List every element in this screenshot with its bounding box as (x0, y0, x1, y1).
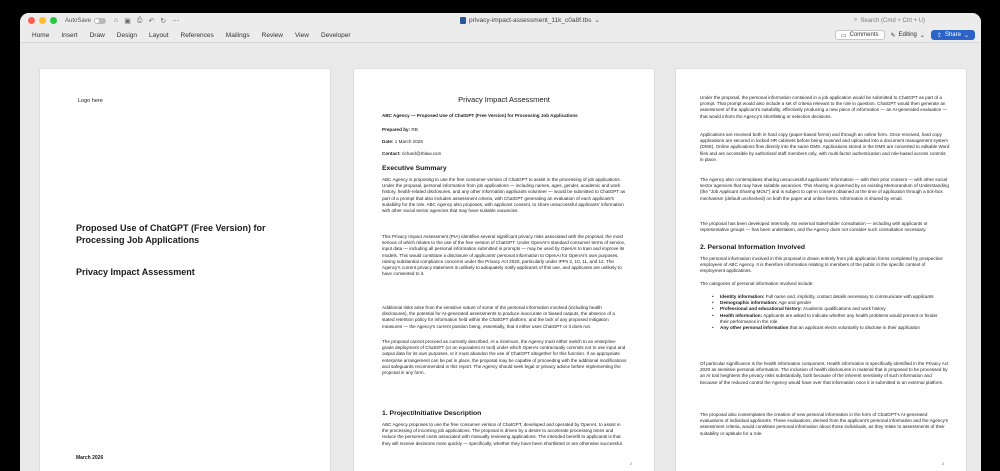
share-button[interactable] (931, 30, 975, 40)
date-line (382, 139, 628, 145)
tab-home[interactable]: Home (32, 31, 50, 39)
comment-icon: ▭ (840, 32, 847, 39)
tab-draw[interactable]: Draw (89, 31, 105, 39)
list-item: • Identity information: Full name and, implicitly, contact details necessary to communicate with applicants (710, 294, 946, 300)
page-2[interactable] (354, 69, 654, 471)
contact-value: richard@rblaw.com (401, 151, 442, 156)
word-window (20, 13, 981, 471)
chevron-down-icon: ⌄ (919, 32, 925, 39)
prepared-by-line (382, 127, 628, 133)
sub-heading: ABC Agency — Proposed Use of ChatGPT (Free Version) for Processing Job Applications (382, 113, 578, 118)
ribbon-actions (835, 30, 975, 40)
autosave-label: AutoSave (65, 17, 92, 24)
list-item: • Professional and educational history: Academic qualifications and work history (710, 306, 946, 312)
document-title-text: privacy-impact-assessment_11k_c0a8f.tbs (469, 16, 592, 24)
paragraph: ABC Agency proposes to use the free consumer version of ChatGPT, developed and operated by OpenAI, to assist in the processing of incoming job applications. The proposal is driven by a desire to accelerate processing times and reduce the personnel costs associated with manually reviewing applications. The intended benefit to applicants is that they will receive decisions more quickly — specifically, whether they have been shortlisted or are otherwise successful. (382, 422, 623, 446)
title-bar (20, 13, 981, 28)
ribbon-tabs (26, 32, 357, 39)
share-label: Share (944, 32, 961, 38)
page-3[interactable] (676, 69, 966, 471)
paragraph: This Privacy Impact Assessment (PIA) identifies several significant privacy risks associated with the proposal, the most serious of which relates to the use of the free version of ChatGPT. Under OpenAI's standard consumer terms of service, input data — including all personal information submitted in prompts — may be used by OpenAI to train and improve its models. This would constitute a disclosure of applicants' personal information to OpenAI for OpenAI's own purposes, raising substantial compliance concerns under the Privacy Act 2020, particularly under IPPs 2, 10, 11, and 12. The Agency's current privacy statement is unlikely to adequately notify applicants of this use, and applicants are unlikely to have consented to it. (382, 234, 626, 277)
contact-label: Contact: (382, 151, 401, 156)
chevron-down-icon: ⌄ (963, 32, 969, 39)
page-1-cover[interactable] (40, 69, 330, 471)
paragraph: Applications are received both in hard copy (paper-based forms) and through an online form. Once received, hard copy applications are secured in locked HR cabinets before being scanned and uploaded into a document management system (DMS). Online applications flow directly into the same DMS. Applications stored in the DMS are converted to editable Word files and are accessible by authorised staff members only, with multi-factor authentication and role-based access controls in place. (700, 132, 950, 162)
date-value: 1 March 2026 (394, 139, 423, 144)
list-item: • Any other personal information that an applicant elects voluntarily to disclose in their application (710, 325, 946, 331)
tab-layout[interactable]: Layout (149, 31, 169, 39)
paragraph: Under the proposal, the personal information contained in a job application would be submitted to ChatGPT as part of a prompt. That prompt would also include a set of criteria relevant to the role in question. ChatGPT would then generate an assessment of the applicant's suitability, effectively producing a new piece of information — an AI-generated evaluation — that would inform the Agency's shortlisting or selection decisions. (700, 95, 948, 119)
close-window-button[interactable] (28, 17, 35, 24)
word-doc-icon (460, 17, 466, 24)
comments-label: Comments (849, 32, 879, 38)
editing-label: Editing (898, 32, 917, 38)
paragraph: The proposal cannot proceed as currently described. At a minimum, the Agency must either switch to an enterprise-grade deployment of ChatGPT (or an equivalent AI tool) under which OpenAI contractually commits not to use input and output data for its own purposes, or it must abandon the use of ChatGPT altogether for this function. If an appropriate enterprise arrangement can be put in place, the proposal may be capable of proceeding with the additional modifications and safeguards recommended in this report. The Agency should seek legal or privacy advice before implementing the proposal in any form. (382, 339, 627, 376)
tab-mailings[interactable]: Mailings (225, 31, 250, 39)
search-placeholder: Search (Cmd + Ctrl + U) (860, 17, 926, 24)
page-heading: Privacy Impact Assessment (458, 95, 550, 104)
paragraph: Of particular significance is the health information component. Health information is specifically identified in the Privacy Act 2020 as sensitive personal information. The inclusion of health disclosures in material that is proposed to be processed by an AI tool heightens the privacy risks substantially, both because of the inherent sensitivity of such information and because of the reduced control the Agency would have over that information once it is submitted to an external platform. (700, 361, 949, 385)
page-number: 2 (629, 461, 632, 466)
search-icon: ⌕ (854, 17, 858, 23)
ribbon-tab-bar (20, 28, 981, 43)
contact-line (382, 151, 628, 157)
document-title (460, 16, 600, 24)
list-item: • Health information: Applicants are asked to indicate whether any health problems would prevent or hinder their performance in the role (710, 313, 946, 325)
paragraph: The proposal also contemplates the creation of new personal information in the form of ChatGPT's AI-generated evaluations of individual applicants. These evaluations, derived from the applicant's personal information and the Agency's assessment criteria, would constitute personal information about those individuals, as they relate to assessments of their suitability or aptitude for a role. (700, 412, 949, 436)
prepared-value: RB (411, 127, 418, 132)
section-2-heading: 2. Personal Information Involved (700, 244, 805, 251)
comments-button[interactable] (835, 30, 885, 40)
paragraph: ABC Agency is proposing to use the free consumer version of ChatGPT to assist in the processing of job applications. Under the proposal, personal information from job applications — including names, ages, gender, academic and work history, health-related disclosures, and any other information applicants volunteer — would be submitted to ChatGPT as part of a prompt that also includes assessment criteria, with ChatGPT generating an evaluation of each applicant's suitability for the role. ABC Agency also proposes, with applicant consent, to share unsuccessful applicants' information with other social sector agencies that may have suitable vacancies. (382, 177, 626, 214)
paragraph: The categories of personal information involved include: (700, 281, 814, 286)
page-number: 3 (941, 461, 944, 466)
editing-mode-button[interactable] (891, 32, 925, 39)
minimize-window-button[interactable] (39, 17, 46, 24)
paragraph: The proposal has been developed internally. No external stakeholder consultation — including with applicants or representative groups — has been undertaken, and the Agency does not consider such consultation necessary. (700, 221, 928, 233)
cover-date: March 2026 (76, 455, 104, 461)
document-canvas[interactable] (20, 44, 981, 471)
autosave-toggle[interactable] (94, 18, 106, 24)
quick-access-toolbar (114, 17, 179, 25)
logo-placeholder: Logo here (78, 98, 103, 104)
prepared-label: Prepared by: (382, 127, 411, 132)
tab-references[interactable]: References (180, 31, 214, 39)
maximize-window-button[interactable] (50, 17, 57, 24)
tab-view[interactable]: View (294, 31, 309, 39)
executive-summary-heading: Executive Summary (382, 165, 447, 172)
tab-developer[interactable]: Developer (320, 31, 351, 39)
tab-design[interactable]: Design (116, 31, 138, 39)
home-icon[interactable]: ⌂ (114, 16, 119, 24)
undo-icon[interactable]: ↶ (148, 17, 155, 25)
paragraph: The personal information involved in this proposal is drawn entirely from job application forms completed by prospective employees of ABC Agency. It is therefore information relating to members of the public in the specific context of employment applications. (700, 256, 943, 274)
tab-review[interactable]: Review (261, 31, 283, 39)
list-item: • Demographic information: Age and gender (710, 300, 946, 306)
pencil-icon: ✎ (890, 32, 896, 39)
redo-icon[interactable]: ↻ (160, 17, 167, 25)
categories-list (710, 294, 946, 331)
print-icon[interactable]: ⎙ (136, 16, 143, 24)
chevron-down-icon[interactable]: ⌄ (594, 17, 600, 24)
search-box[interactable] (850, 15, 978, 26)
date-label: Date: (382, 139, 394, 144)
save-icon[interactable]: ▣ (124, 17, 131, 25)
window-controls (28, 17, 57, 24)
cover-subtitle: Privacy Impact Assessment (76, 267, 195, 277)
cover-title: Proposed Use of ChatGPT (Free Version) for Processing Job Applications (76, 223, 266, 245)
share-icon: ⇪ (936, 32, 942, 39)
paragraph: Additional risks arise from the sensitive nature of some of the personal information involved (including health disclosures), the potential for AI-generated assessments to produce inaccurate or biased outputs, the absence of a stated retention policy for information held within the ChatGPT platform, and the lack of any proposed mitigation measures — the Agency's current position being, essentially, that it either uses ChatGPT or it does not. (382, 305, 615, 329)
left-dark-edge (0, 0, 20, 471)
paragraph: The Agency also contemplates sharing unsuccessful applicants' information — with their prior consent — with other social sector agencies that may have suitable vacancies. This sharing is governed by an existing Memorandum of Understanding (the "Job Applicant Sharing MOU") and is subject to opt-in consent obtained at the time of application through a tick-box mechanism (default unchecked) on both the paper and online forms. Information is shared by email. (700, 177, 949, 201)
tab-insert[interactable]: Insert (61, 31, 78, 39)
more-icon[interactable]: ⋯ (172, 17, 180, 25)
section-1-heading: 1. Project/Initiative Description (382, 410, 482, 417)
